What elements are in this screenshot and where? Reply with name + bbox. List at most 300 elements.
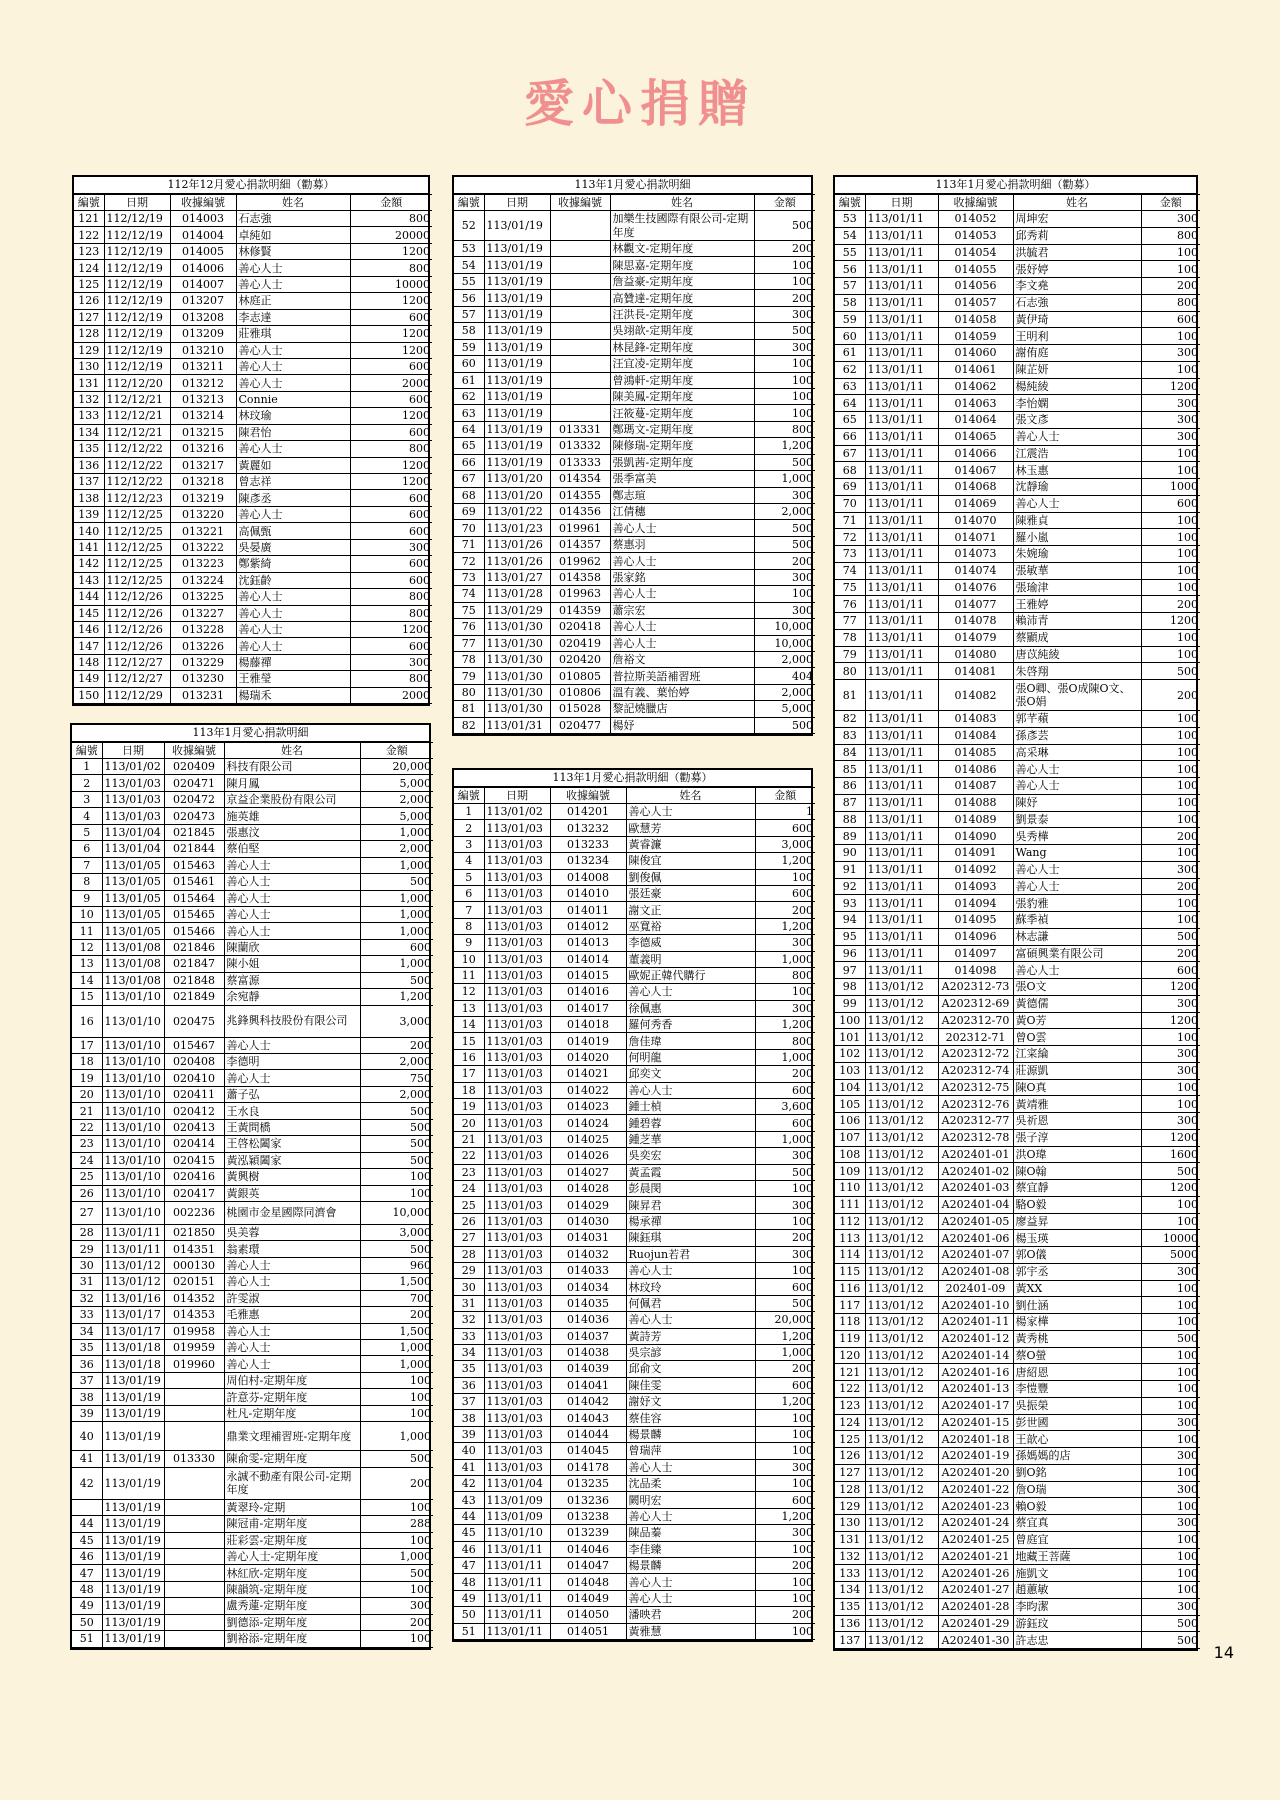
table-cell: 014043 (550, 1410, 626, 1426)
table-row (72, 1152, 433, 1168)
table-cell: 楊瑞禾 (236, 687, 350, 703)
table-cell: 128 (835, 1481, 865, 1498)
table-cell: A202312-77 (938, 1113, 1013, 1130)
table-cell: 施凱文 (1013, 1565, 1141, 1582)
table-cell: 300 (755, 935, 815, 951)
table-cell (164, 1614, 224, 1630)
table-row (835, 596, 1200, 613)
table-cell: 019959 (164, 1340, 224, 1356)
table-row (72, 972, 433, 988)
table-cell: 6 (72, 841, 102, 857)
table-cell: 100 (1141, 462, 1200, 479)
table-cell: 113/01/03 (484, 1312, 550, 1328)
table-cell: 500 (360, 1451, 433, 1467)
table-cell: 013231 (170, 687, 236, 703)
table-cell: 113/01/11 (865, 962, 938, 979)
table-cell: 113/01/03 (484, 836, 550, 852)
table-cell: 莊雅琪 (236, 326, 350, 342)
table-cell: 楊承禪 (626, 1213, 755, 1229)
table-cell: 103 (835, 1062, 865, 1079)
table-cell: 100 (754, 372, 815, 388)
table-row (835, 928, 1200, 945)
table-cell: 113/01/03 (484, 820, 550, 836)
table-cell: 2,000 (754, 504, 815, 520)
table-cell: 善心人士 (610, 619, 754, 635)
table-cell: 34 (454, 1344, 484, 1360)
table-cell: 113/01/19 (484, 454, 550, 470)
table-cell: 21 (72, 1103, 102, 1119)
table-cell: 70 (454, 520, 484, 536)
table-cell: 陳君怡 (236, 424, 350, 440)
table-row (454, 684, 815, 700)
table-cell: 200 (1141, 828, 1200, 845)
table-row (72, 1340, 433, 1356)
table-cell: 劉裕添-定期年度 (224, 1631, 360, 1647)
table-cell: 013234 (550, 853, 626, 869)
table-cell: 100 (755, 1541, 815, 1557)
table-cell: 16 (72, 1005, 102, 1037)
table-cell: 王啓松闔家 (224, 1136, 360, 1152)
table-cell: 曾志祥 (236, 474, 350, 490)
table-cell: A202401-19 (938, 1448, 1013, 1465)
table-cell: 014017 (550, 1000, 626, 1016)
table-cell: 1000 (1141, 479, 1200, 496)
table-cell: 20,000 (755, 1312, 815, 1328)
table-cell: 014074 (938, 562, 1013, 579)
table-row (454, 885, 815, 901)
table-cell: 113/01/10 (102, 1103, 164, 1119)
table-row (454, 1230, 815, 1246)
table-cell: 陳思嘉-定期年度 (610, 257, 754, 273)
table-cell: 013218 (170, 474, 236, 490)
table-row (454, 902, 815, 918)
table-row (72, 1257, 433, 1273)
table-cell: 50 (72, 1614, 102, 1630)
table-cell: 9 (72, 890, 102, 906)
table-cell: 113/01/12 (865, 979, 938, 996)
table-cell: 013332 (550, 438, 610, 454)
table-row (72, 1323, 433, 1339)
table-cell: 800 (754, 421, 815, 437)
table-cell: 113/01/10 (102, 1054, 164, 1070)
table-row (74, 408, 432, 424)
table-cell: 014059 (938, 328, 1013, 345)
table-cell: 1200 (1141, 1012, 1200, 1029)
table-cell: 吳美蓉 (224, 1224, 360, 1240)
table-cell (164, 1499, 224, 1515)
table-row (74, 621, 432, 637)
table-cell: 020417 (164, 1185, 224, 1201)
table-cell: 1200 (1141, 1129, 1200, 1146)
table-cell: 42 (454, 1476, 484, 1492)
table-cell: 吳晏廣 (236, 539, 350, 555)
table-cell: 江震浩 (1013, 445, 1141, 462)
column-header: 收據編號 (938, 195, 1013, 211)
table-cell: 楊景麟 (626, 1557, 755, 1573)
table-cell: 劉仕涵 (1013, 1297, 1141, 1314)
donation-table-jan-113-a (70, 723, 431, 1650)
table-cell: 113/01/19 (102, 1581, 164, 1597)
table-row (72, 841, 433, 857)
table-cell: 013226 (170, 638, 236, 654)
table-cell: 113/01/03 (484, 1082, 550, 1098)
table-cell (164, 1372, 224, 1388)
table-cell: 善心人士 (236, 276, 350, 292)
table-cell: A202401-15 (938, 1414, 1013, 1431)
table-row (835, 311, 1200, 328)
table-row (74, 293, 432, 309)
table-cell: 駱O毅 (1013, 1196, 1141, 1213)
table-cell: 善心人士 (236, 260, 350, 276)
table-cell: 歐慧芳 (626, 820, 755, 836)
table-cell: 700 (360, 1290, 433, 1306)
table-row (72, 1136, 433, 1152)
table-cell: 013331 (550, 421, 610, 437)
table-cell: 113/01/11 (865, 845, 938, 862)
table-cell: 200 (1141, 278, 1200, 295)
table-cell: 100 (1141, 1196, 1200, 1213)
table-cell: 113/01/19 (102, 1405, 164, 1421)
table-cell: 014005 (170, 243, 236, 259)
table-cell: 113/01/11 (865, 361, 938, 378)
table-cell: 100 (1141, 778, 1200, 795)
table-cell: 100 (1141, 845, 1200, 862)
table-cell: 善心人士 (224, 1340, 360, 1356)
table-cell: 79 (454, 668, 484, 684)
table-cell: 014354 (550, 471, 610, 487)
table-cell: 蔡宜真 (1013, 1515, 1141, 1532)
table-cell: 吳奕宏 (626, 1148, 755, 1164)
table-cell: 善心人士 (610, 586, 754, 602)
table-cell: 014091 (938, 845, 1013, 862)
table-cell: 卓純如 (236, 227, 350, 243)
table-cell: 5000 (1141, 1247, 1200, 1264)
table-cell: 113/01/11 (865, 378, 938, 395)
table-cell: 22 (454, 1148, 484, 1164)
table-cell: 113/01/11 (865, 828, 938, 845)
table-row (835, 1364, 1200, 1381)
table-cell: 113/01/12 (865, 1364, 938, 1381)
table-row (835, 613, 1200, 630)
table-cell: 69 (454, 504, 484, 520)
table-cell: 100 (1141, 1548, 1200, 1565)
table-cell: 蕭子弘 (224, 1086, 360, 1102)
table-cell: 劉O銘 (1013, 1464, 1141, 1481)
table-cell: 97 (835, 962, 865, 979)
table-cell: 10000 (1141, 1230, 1200, 1247)
table-cell: 014035 (550, 1295, 626, 1311)
table-cell: 13 (454, 1000, 484, 1016)
table-cell: 張凱茜-定期年度 (610, 454, 754, 470)
table-cell: 113/01/03 (484, 1099, 550, 1115)
table-cell: 014010 (550, 885, 626, 901)
table-cell: 113/01/12 (865, 1230, 938, 1247)
table-row (835, 995, 1200, 1012)
table-cell: 盧秀蓮-定期年度 (224, 1598, 360, 1614)
table-cell: A202401-06 (938, 1230, 1013, 1247)
table-cell: 100 (755, 1574, 815, 1590)
table-cell (164, 1565, 224, 1581)
table-cell: 104 (835, 1079, 865, 1096)
table-cell: 013225 (170, 589, 236, 605)
table-cell: 014004 (170, 227, 236, 243)
table-cell: 013224 (170, 572, 236, 588)
table-cell (550, 339, 610, 355)
table-cell: 112/12/19 (104, 227, 170, 243)
table-cell: 28 (454, 1246, 484, 1262)
table-cell: 11 (454, 967, 484, 983)
table-row (72, 1372, 433, 1388)
table-cell: 113/01/12 (865, 995, 938, 1012)
table-cell: 113/01/12 (865, 1029, 938, 1046)
table-cell: 014045 (550, 1443, 626, 1459)
table-cell: 2000 (350, 375, 432, 391)
table-cell: 600 (1141, 962, 1200, 979)
table-cell: 吳振榮 (1013, 1397, 1141, 1414)
table-cell: 113/01/19 (102, 1467, 164, 1499)
table-cell: 119 (835, 1330, 865, 1347)
table-cell: 020475 (164, 1005, 224, 1037)
table-cell: 20 (454, 1115, 484, 1131)
table-row (454, 290, 815, 306)
table-cell: 113/01/10 (102, 1037, 164, 1053)
table-row (74, 457, 432, 473)
table-cell: 22 (72, 1119, 102, 1135)
table-cell: 014078 (938, 613, 1013, 630)
table-cell: 202312-71 (938, 1029, 1013, 1046)
table-cell: 113/01/11 (102, 1224, 164, 1240)
table-row (835, 1079, 1200, 1096)
table-cell: 100 (360, 1532, 433, 1548)
table-cell: 111 (835, 1196, 865, 1213)
table-cell: 113/01/12 (865, 1414, 938, 1431)
table-cell: 113/01/11 (865, 278, 938, 295)
table-cell: 64 (454, 421, 484, 437)
table-cell: 500 (1141, 1615, 1200, 1632)
table-cell: 58 (835, 294, 865, 311)
table-cell: 76 (835, 596, 865, 613)
table-cell: 黃XX (1013, 1280, 1141, 1297)
table-row (835, 912, 1200, 929)
table-cell: 147 (74, 638, 104, 654)
table-cell: 113/01/11 (865, 945, 938, 962)
table-cell: 014006 (170, 260, 236, 276)
table-cell: 200 (754, 241, 815, 257)
table-row (454, 635, 815, 651)
table-cell: 善心人士 (236, 342, 350, 358)
table-cell: 113/01/03 (484, 1279, 550, 1295)
table-cell: 300 (755, 1246, 815, 1262)
table-cell: 楊家樺 (1013, 1314, 1141, 1331)
table-row (454, 935, 815, 951)
table-cell: 014041 (550, 1377, 626, 1393)
table-cell: 014201 (550, 804, 626, 820)
table-cell: 66 (835, 428, 865, 445)
table-row (454, 1180, 815, 1196)
table-cell: 29 (72, 1241, 102, 1257)
table-row (74, 326, 432, 342)
table-row (835, 378, 1200, 395)
table-cell: 1,000 (755, 951, 815, 967)
column-header: 日期 (102, 743, 164, 759)
table-cell: 1200 (1141, 378, 1200, 395)
table-row (74, 474, 432, 490)
table-cell: 陳修瑞-定期年度 (610, 438, 754, 454)
table-cell: 善心人士 (626, 1262, 755, 1278)
table-cell: 黃雅慧 (626, 1623, 755, 1639)
table-cell: 黃詩芳 (626, 1328, 755, 1344)
table-cell: 善心人士 (236, 605, 350, 621)
table-cell: A202401-05 (938, 1213, 1013, 1230)
table-row (454, 1279, 815, 1295)
table-row (72, 1169, 433, 1185)
table-cell: 113/01/10 (102, 1070, 164, 1086)
table-cell: 劉德添-定期年度 (224, 1614, 360, 1630)
table-cell: 013238 (550, 1508, 626, 1524)
table-row (454, 504, 815, 520)
table-cell: 陳小姐 (224, 956, 360, 972)
table-cell: 113/01/11 (865, 811, 938, 828)
table-cell: 113/01/03 (484, 1328, 550, 1344)
table-row (72, 1037, 433, 1053)
table-cell: 石志強 (1013, 294, 1141, 311)
table-cell: 79 (835, 646, 865, 663)
table-cell: 100 (1141, 895, 1200, 912)
table-cell: 200 (755, 902, 815, 918)
table-cell: 013232 (550, 820, 626, 836)
table-cell: 15 (454, 1033, 484, 1049)
table-cell: 100 (360, 1631, 433, 1647)
table-cell: 18 (454, 1082, 484, 1098)
table-cell: 288 (360, 1516, 433, 1532)
table-cell: 139 (74, 506, 104, 522)
table-cell: 王雅瑩 (236, 671, 350, 687)
table-cell: 113/01/03 (484, 1197, 550, 1213)
table-cell: 113/01/11 (865, 711, 938, 728)
table-cell: 112/12/19 (104, 342, 170, 358)
table-cell: 010805 (550, 668, 610, 684)
table-cell: 404 (754, 668, 815, 684)
table-cell: 113/01/11 (865, 680, 938, 711)
table-cell: 145 (74, 605, 104, 621)
table-cell: 53 (835, 211, 865, 228)
table-cell: 58 (454, 323, 484, 339)
table-cell: 300 (754, 306, 815, 322)
table-row (454, 1246, 815, 1262)
table-cell: 溫有義、葉怡婷 (610, 684, 754, 700)
table-cell: 300 (754, 569, 815, 585)
table-cell: 闕明宏 (626, 1492, 755, 1508)
table-cell: 600 (755, 820, 815, 836)
column-header: 姓名 (626, 788, 755, 804)
table-cell: A202401-27 (938, 1582, 1013, 1599)
table-cell: 113/01/22 (484, 504, 550, 520)
table-cell: 62 (454, 388, 484, 404)
table-row (835, 895, 1200, 912)
table-cell (550, 405, 610, 421)
table-cell: 吳秀樺 (1013, 828, 1141, 845)
table-cell: 113/01/12 (865, 1464, 938, 1481)
table-cell: 25 (454, 1197, 484, 1213)
table-row (72, 1005, 433, 1037)
table-cell: 100 (755, 1426, 815, 1442)
table-cell: 014067 (938, 462, 1013, 479)
table-cell: 113/01/11 (865, 928, 938, 945)
table-row (835, 1615, 1200, 1632)
table-cell: 謝文正 (626, 902, 755, 918)
table-row (454, 820, 815, 836)
table-cell: 014018 (550, 1017, 626, 1033)
table-cell: 88 (835, 811, 865, 828)
table-row (72, 1451, 433, 1467)
table-cell: 72 (835, 529, 865, 546)
table-cell: 202401-09 (938, 1280, 1013, 1297)
table-cell: 1200 (350, 621, 432, 637)
table-row (454, 569, 815, 585)
table-cell: A202401-10 (938, 1297, 1013, 1314)
table-cell: 014013 (550, 935, 626, 951)
table-cell: 113/01/04 (102, 841, 164, 857)
table-cell: 014014 (550, 951, 626, 967)
table-cell: 113/01/03 (484, 1049, 550, 1065)
table-cell: 39 (454, 1426, 484, 1442)
table-cell: 77 (835, 613, 865, 630)
table-cell: 014087 (938, 778, 1013, 795)
table-cell: 113/01/03 (484, 1344, 550, 1360)
table-cell: 500 (360, 1136, 433, 1152)
table-cell: 1200 (350, 342, 432, 358)
column-header: 姓名 (1013, 195, 1141, 211)
table-cell: 善心人士 (626, 1508, 755, 1524)
table-row (835, 680, 1200, 711)
table-row (72, 939, 433, 955)
table-cell: 113/01/19 (102, 1422, 164, 1451)
table-cell: 137 (835, 1632, 865, 1649)
table-cell: 100 (754, 273, 815, 289)
table-cell: 8 (72, 874, 102, 890)
table-cell: 33 (454, 1328, 484, 1344)
table-cell: 蕭宗宏 (610, 602, 754, 618)
table-cell: 014052 (938, 211, 1013, 228)
column-header: 編號 (835, 195, 865, 211)
table-cell: 113/01/19 (484, 421, 550, 437)
table-cell: 1600 (1141, 1146, 1200, 1163)
table-cell: 唐苡純綾 (1013, 646, 1141, 663)
table-cell: 200 (755, 1361, 815, 1377)
table-cell: 楊藤禪 (236, 654, 350, 670)
table-cell: 113/01/05 (102, 857, 164, 873)
table-cell: 126 (835, 1448, 865, 1465)
table-cell: A202401-20 (938, 1464, 1013, 1481)
table-cell: 014086 (938, 761, 1013, 778)
table-cell: 014070 (938, 512, 1013, 529)
table-cell: 020418 (550, 619, 610, 635)
table-cell: 020471 (164, 775, 224, 791)
table-cell: 500 (360, 874, 433, 890)
table-cell: 014071 (938, 529, 1013, 546)
table-cell: 800 (350, 260, 432, 276)
table-cell: 013220 (170, 506, 236, 522)
table-cell: 113/01/11 (484, 1623, 550, 1639)
table-cell: 113/01/03 (484, 935, 550, 951)
table-row (72, 791, 433, 807)
table-cell: 113/01/11 (865, 895, 938, 912)
donation-table-dec-112 (72, 175, 430, 706)
table-cell: 24 (454, 1180, 484, 1196)
table-cell: 113/01/11 (865, 663, 938, 680)
table-cell: 100 (1141, 361, 1200, 378)
table-cell: 021847 (164, 956, 224, 972)
